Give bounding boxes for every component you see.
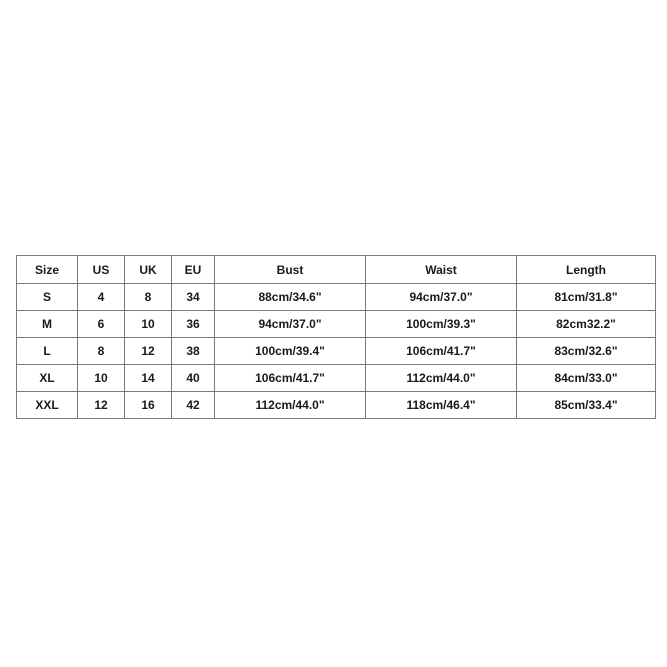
cell-uk: 8: [125, 284, 172, 311]
cell-us: 6: [78, 311, 125, 338]
header-row: [17, 256, 656, 284]
cell-us: 12: [78, 392, 125, 419]
cell-waist: 118cm/46.4": [366, 392, 517, 419]
cell-length: 85cm/33.4": [517, 392, 656, 419]
cell-size: M: [17, 311, 78, 338]
cell-size: L: [17, 338, 78, 365]
cell-bust: 112cm/44.0": [215, 392, 366, 419]
cell-size: XL: [17, 365, 78, 392]
cell-us: 10: [78, 365, 125, 392]
header-waist: Waist: [366, 256, 517, 284]
cell-eu: 36: [172, 311, 215, 338]
table-row: [17, 365, 656, 392]
cell-us: 8: [78, 338, 125, 365]
cell-uk: 12: [125, 338, 172, 365]
cell-waist: 106cm/41.7": [366, 338, 517, 365]
cell-eu: 38: [172, 338, 215, 365]
cell-bust: 94cm/37.0": [215, 311, 366, 338]
cell-waist: 94cm/37.0": [366, 284, 517, 311]
cell-eu: 42: [172, 392, 215, 419]
header-eu: EU: [172, 256, 215, 284]
header-us: US: [78, 256, 125, 284]
cell-uk: 16: [125, 392, 172, 419]
cell-us: 4: [78, 284, 125, 311]
cell-length: 82cm32.2": [517, 311, 656, 338]
header-size: Size: [17, 256, 78, 284]
header-length: Length: [517, 256, 656, 284]
cell-waist: 100cm/39.3": [366, 311, 517, 338]
cell-bust: 88cm/34.6": [215, 284, 366, 311]
size-chart-table: [16, 255, 656, 419]
header-uk: UK: [125, 256, 172, 284]
cell-length: 83cm/32.6": [517, 338, 656, 365]
cell-eu: 34: [172, 284, 215, 311]
table-row: [17, 311, 656, 338]
cell-eu: 40: [172, 365, 215, 392]
cell-size: S: [17, 284, 78, 311]
header-bust: Bust: [215, 256, 366, 284]
table-row: [17, 338, 656, 365]
cell-length: 81cm/31.8": [517, 284, 656, 311]
cell-uk: 14: [125, 365, 172, 392]
table-row: [17, 284, 656, 311]
cell-waist: 112cm/44.0": [366, 365, 517, 392]
cell-length: 84cm/33.0": [517, 365, 656, 392]
table-row: [17, 392, 656, 419]
cell-bust: 100cm/39.4": [215, 338, 366, 365]
cell-uk: 10: [125, 311, 172, 338]
cell-bust: 106cm/41.7": [215, 365, 366, 392]
cell-size: XXL: [17, 392, 78, 419]
